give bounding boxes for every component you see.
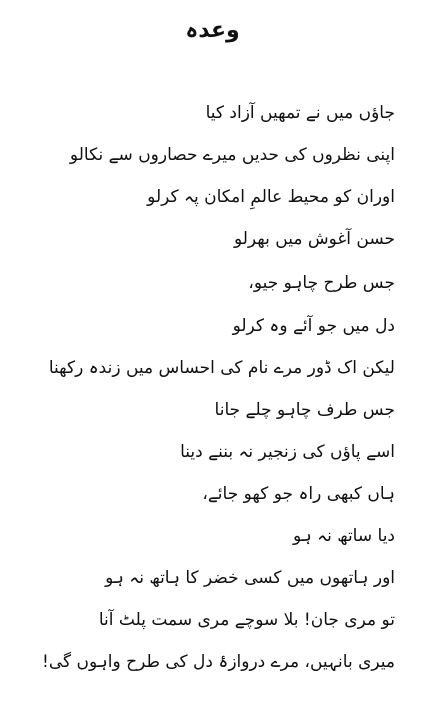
poem-title: وعدہ xyxy=(185,18,240,43)
poem-line-8: جس طرف چاہو چلے جانا xyxy=(214,400,395,420)
poem-line-10: ہاں کبھی راہ جو کھو جائے، xyxy=(202,484,395,504)
poem-line-9: اسے پاؤں کی زنجیر نہ بننے دینا xyxy=(180,442,395,462)
poem-line-6: دل میں جو آئے وہ کرلو xyxy=(232,316,395,336)
poem-line-7: لیکن اک ڈور مرے نام کی احساس میں زندہ رکھنا xyxy=(48,358,395,378)
poem-line-2: اپنی نظروں کی حدیں میرے حصاروں سے نکالو xyxy=(69,145,395,165)
poem-line-11: دیا ساتھ نہ ہو xyxy=(292,526,395,546)
poem-line-14: میری بانہیں، مرے دروازۂ دل کی طرح واہوں گی! xyxy=(42,652,395,672)
poem-line-12: اور ہاتھوں میں کسی خضر کا ہاتھ نہ ہو xyxy=(105,568,395,588)
poem-line-3: اوران کو محیط عالمِ امکان پہ کرلو xyxy=(147,187,395,207)
poem-line-5: جس طرح چاہو جیو، xyxy=(248,273,395,293)
poem-line-1: جاؤں میں نے تمھیں آزاد کیا xyxy=(205,103,395,123)
poem-line-4: حسن آغوش میں بھرلو xyxy=(233,229,395,249)
poem-line-13: تو مری جان! بلا سوچے مری سمت پلٹ آنا xyxy=(98,610,395,630)
